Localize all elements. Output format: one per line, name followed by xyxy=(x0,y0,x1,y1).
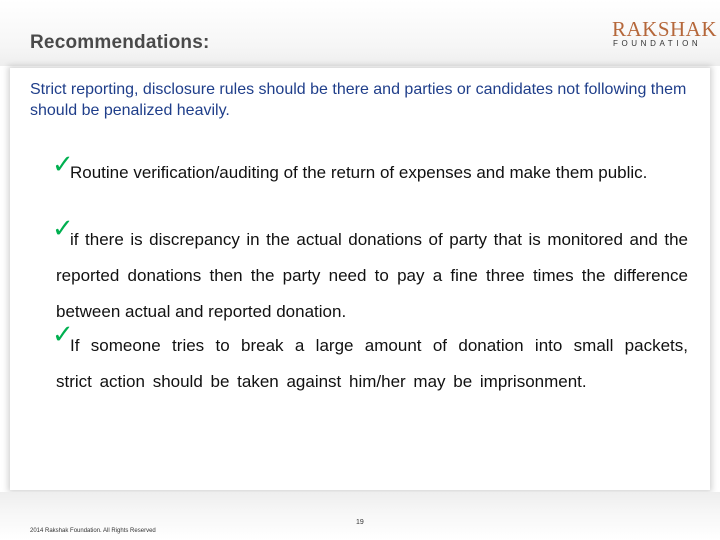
checkmark-icon: ✓ xyxy=(52,320,74,350)
checkmark-icon: ✓ xyxy=(52,214,74,244)
bullet-text: if there is discrepancy in the actual donations of party that is monitored and the reported donations then the party need to pay a fine three times the difference between actual and reported donation. xyxy=(56,230,688,321)
checkmark-icon: ✓ xyxy=(52,150,74,180)
bullet-text: Routine verification/auditing of the return of expenses and make them public. xyxy=(70,163,648,182)
slide-header xyxy=(0,0,720,66)
bullet-item xyxy=(52,214,688,330)
slide-title: Recommendations: xyxy=(30,32,210,53)
logo-subtitle: FOUNDATION xyxy=(613,39,702,48)
copyright-notice: 2014 Rakshak Foundation. All Rights Reserved xyxy=(30,528,156,534)
bullet-text: If someone tries to break a large amount of donation into small packets, strict action should be taken against him/her may be imprisonment. xyxy=(56,336,688,391)
slide-footer xyxy=(0,492,720,540)
rakshak-foundation-logo xyxy=(612,17,718,50)
bullet-item xyxy=(52,320,688,400)
bullet-item xyxy=(52,150,688,192)
content-box xyxy=(10,68,710,490)
intro-paragraph: Strict reporting, disclosure rules should be there and parties or candidates not following them should be penalized heavily. xyxy=(30,81,687,119)
page-number: 19 xyxy=(356,519,364,526)
logo-wordmark: RAKSHAK xyxy=(612,17,718,41)
